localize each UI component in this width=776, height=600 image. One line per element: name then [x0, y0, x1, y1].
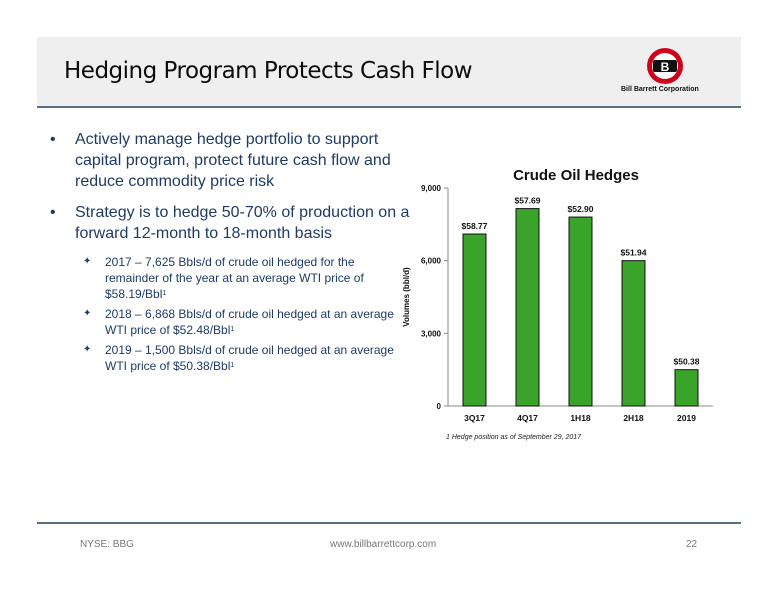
footnote-ref: 1 [162, 290, 167, 297]
sub-bullet-text: 2018 – 6,868 Bbls/d of crude oil hedged at an average WTI price of $52.48/Bbl [105, 307, 394, 337]
bar-data-label: $57.69 [514, 195, 541, 206]
y-tick-label: 6,000 [420, 256, 441, 266]
bullet-dot-icon: • [50, 131, 56, 148]
chart-footnote: $^1$ Hedge position as of September 29, 2017 [446, 434, 582, 441]
company-name: Bill Barrett Corporation [621, 86, 699, 93]
bullet-text: Actively manage hedge portfolio to support capital program, protect future cash flow and reduce commodity price risk [75, 131, 391, 190]
x-tick-label: 1H18 [570, 413, 591, 423]
plus-icon: ✦ [83, 308, 92, 319]
chart-title: Crude Oil Hedges [513, 167, 639, 184]
sub-bullet-text: 2019 – 1,500 Bbls/d of crude oil hedged at an average WTI price of $50.38/Bbl [105, 343, 394, 373]
footnote-ref: 1 [230, 362, 235, 369]
sub-bullet-text: 2017 – 7,625 Bbls/d of crude oil hedged for the remainder of the year at an average WTI price of $58.19/Bbl [105, 255, 364, 301]
bar [675, 370, 698, 406]
y-tick-label: 3,000 [420, 329, 441, 339]
x-tick-label: 2H18 [623, 413, 644, 423]
bar-data-label: $52.90 [567, 204, 594, 215]
x-tick-label: 4Q17 [517, 413, 538, 423]
plus-icon: ✦ [83, 344, 92, 355]
sub-bullet-item [50, 306, 410, 338]
page-title: Hedging Program Protects Cash Flow [64, 58, 473, 84]
page-number: 22 [686, 539, 698, 550]
bar [569, 217, 592, 406]
bullet-item [50, 202, 410, 244]
plus-icon: ✦ [83, 256, 92, 267]
logo-letter: B [660, 60, 670, 74]
bar [622, 261, 645, 406]
bar-data-label: $51.94 [620, 247, 647, 258]
y-axis-label: Volumes (bbl/d) [402, 267, 411, 327]
bar [516, 209, 539, 406]
y-tick-label: 9,000 [420, 184, 441, 193]
header-divider [37, 106, 741, 108]
footnote-ref: 1 [230, 326, 235, 333]
bullet-item [50, 129, 410, 192]
x-tick-label: 2019 [677, 413, 696, 423]
crude-oil-hedges-chart [398, 160, 738, 460]
sub-bullet-item [50, 254, 410, 302]
bullet-list [50, 129, 410, 378]
y-tick-label: 0 [436, 402, 441, 411]
footer-url[interactable]: www.billbarrettcorp.com [330, 539, 437, 550]
sub-bullet-item [50, 342, 410, 374]
bar-data-label: $58.77 [461, 221, 488, 232]
x-tick-label: 3Q17 [464, 413, 485, 423]
bar [463, 234, 486, 406]
footer-divider [37, 522, 741, 524]
bullet-dot-icon: • [50, 204, 56, 221]
bullet-text: Strategy is to hedge 50-70% of production on a forward 12-month to 18-month basis [75, 204, 410, 242]
bar-data-label: $50.38 [673, 356, 700, 367]
footer-ticker: NYSE: BBG [80, 539, 134, 550]
